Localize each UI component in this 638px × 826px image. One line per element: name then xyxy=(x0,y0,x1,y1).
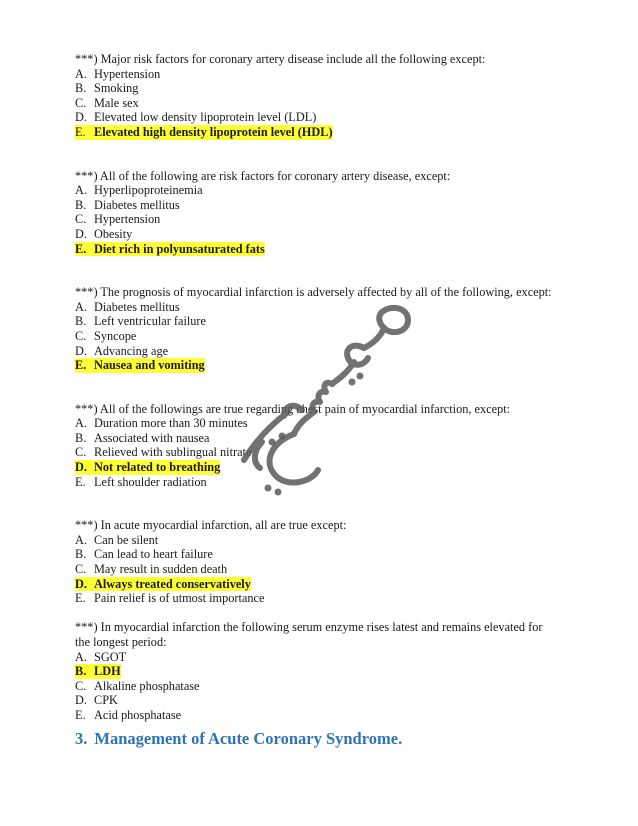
option-e-answer xyxy=(75,358,595,373)
option-text: Can lead to heart failure xyxy=(94,547,213,562)
question-stem: ***) In myocardial infarction the following serum enzyme rises latest and remains elevated for the longest period: xyxy=(75,620,543,649)
question-6 xyxy=(75,620,595,722)
option-letter: D. xyxy=(75,110,87,125)
option-letter: C. xyxy=(75,328,87,343)
question-3 xyxy=(75,285,595,373)
option-letter: E. xyxy=(75,591,86,606)
option-text: CPK xyxy=(94,693,118,708)
option-letter: A. xyxy=(75,299,87,314)
option-letter: C. xyxy=(75,95,87,110)
option-c xyxy=(75,445,595,460)
option-a xyxy=(75,67,595,82)
option-letter: A. xyxy=(75,183,87,198)
option-text: Smoking xyxy=(94,81,139,96)
option-letter: B. xyxy=(75,81,87,96)
option-text: Always treated conservatively xyxy=(94,576,251,591)
option-text: Not related to breathing xyxy=(94,460,221,475)
option-text: Hypertension xyxy=(94,212,161,227)
option-b xyxy=(75,431,595,446)
document-page xyxy=(75,52,595,723)
question-5 xyxy=(75,518,595,606)
option-e xyxy=(75,591,595,606)
option-letter: A. xyxy=(75,416,87,431)
option-letter: B. xyxy=(75,430,87,445)
section-heading xyxy=(75,729,402,749)
option-text: Diabetes mellitus xyxy=(94,197,180,212)
option-text: Syncope xyxy=(94,328,137,343)
option-text: Diet rich in polyunsaturated fats xyxy=(94,241,265,256)
option-text: Can be silent xyxy=(94,532,159,547)
option-letter: C. xyxy=(75,212,87,227)
option-letter: A. xyxy=(75,66,87,81)
option-text: Elevated low density lipoprotein level (LDL) xyxy=(94,110,317,125)
option-a xyxy=(75,650,595,665)
option-text: Elevated high density lipoprotein level (HDL) xyxy=(94,124,333,139)
option-letter: A. xyxy=(75,532,87,547)
question-stem: ***) Major risk factors for coronary artery disease include all the following except: xyxy=(75,52,486,66)
question-stem: ***) The prognosis of myocardial infarction is adversely affected by all of the following, except: xyxy=(75,285,552,300)
option-d xyxy=(75,227,595,242)
option-c xyxy=(75,96,595,111)
option-text: Hyperlipoproteinemia xyxy=(94,183,203,198)
option-e xyxy=(75,708,595,723)
option-text: Alkaline phosphatase xyxy=(94,678,200,693)
option-letter: E. xyxy=(75,358,94,373)
option-letter: E. xyxy=(75,125,94,140)
option-text: Duration more than 30 minutes xyxy=(94,416,248,431)
option-letter: E. xyxy=(75,474,86,489)
option-letter: D. xyxy=(75,693,87,708)
option-text: Male sex xyxy=(94,95,139,110)
option-text: Nausea and vomiting xyxy=(94,358,205,373)
option-letter: C. xyxy=(75,562,87,577)
option-text: May result in sudden death xyxy=(94,562,228,577)
option-d-answer xyxy=(75,577,595,592)
option-letter: B. xyxy=(75,197,87,212)
question-stem: ***) In acute myocardial infarction, all are true except: xyxy=(75,518,347,533)
option-letter: D. xyxy=(75,226,87,241)
option-text: Advancing age xyxy=(94,343,169,358)
option-text: LDH xyxy=(94,664,121,679)
option-letter: D. xyxy=(75,343,87,358)
option-text: Diabetes mellitus xyxy=(94,299,180,314)
option-letter: D. xyxy=(75,577,94,592)
option-d xyxy=(75,693,595,708)
option-text: Left shoulder radiation xyxy=(94,474,207,489)
option-e-answer xyxy=(75,125,595,140)
option-text: Hypertension xyxy=(94,66,161,81)
option-letter: B. xyxy=(75,547,87,562)
question-1 xyxy=(75,52,595,140)
option-text: Acid phosphatase xyxy=(94,707,182,722)
question-2 xyxy=(75,169,595,257)
option-letter: B. xyxy=(75,314,87,329)
option-letter: E. xyxy=(75,242,94,257)
question-4 xyxy=(75,402,595,490)
option-e xyxy=(75,475,595,490)
option-a xyxy=(75,300,595,315)
option-text: Relieved with sublingual nitrate xyxy=(94,445,252,460)
option-b xyxy=(75,198,595,213)
option-text: Obesity xyxy=(94,226,133,241)
option-letter: B. xyxy=(75,664,94,679)
option-text: Left ventricular failure xyxy=(94,314,206,329)
option-text: SGOT xyxy=(94,649,127,664)
option-letter: D. xyxy=(75,460,94,475)
option-b-answer xyxy=(75,664,595,679)
option-c xyxy=(75,212,595,227)
option-text: Pain relief is of utmost importance xyxy=(94,591,265,606)
option-a xyxy=(75,183,595,198)
option-c xyxy=(75,679,595,694)
section-number: 3. xyxy=(75,729,88,748)
option-text: Associated with nausea xyxy=(94,430,210,445)
question-stem: ***) All of the following are risk factors for coronary artery disease, except: xyxy=(75,168,451,183)
option-b xyxy=(75,547,595,562)
option-a xyxy=(75,416,595,431)
option-b xyxy=(75,81,595,96)
option-letter: C. xyxy=(75,678,87,693)
option-e-answer xyxy=(75,242,595,257)
section-title: Management of Acute Coronary Syndrome. xyxy=(94,729,403,748)
option-letter: E. xyxy=(75,707,86,722)
option-letter: A. xyxy=(75,649,87,664)
option-c xyxy=(75,329,595,344)
option-d xyxy=(75,344,595,359)
option-c xyxy=(75,562,595,577)
question-stem: ***) All of the followings are true regarding chest pain of myocardial infarction, except: xyxy=(75,401,511,416)
option-letter: C. xyxy=(75,445,87,460)
option-d xyxy=(75,110,595,125)
option-b xyxy=(75,314,595,329)
option-a xyxy=(75,533,595,548)
option-d-answer xyxy=(75,460,595,475)
